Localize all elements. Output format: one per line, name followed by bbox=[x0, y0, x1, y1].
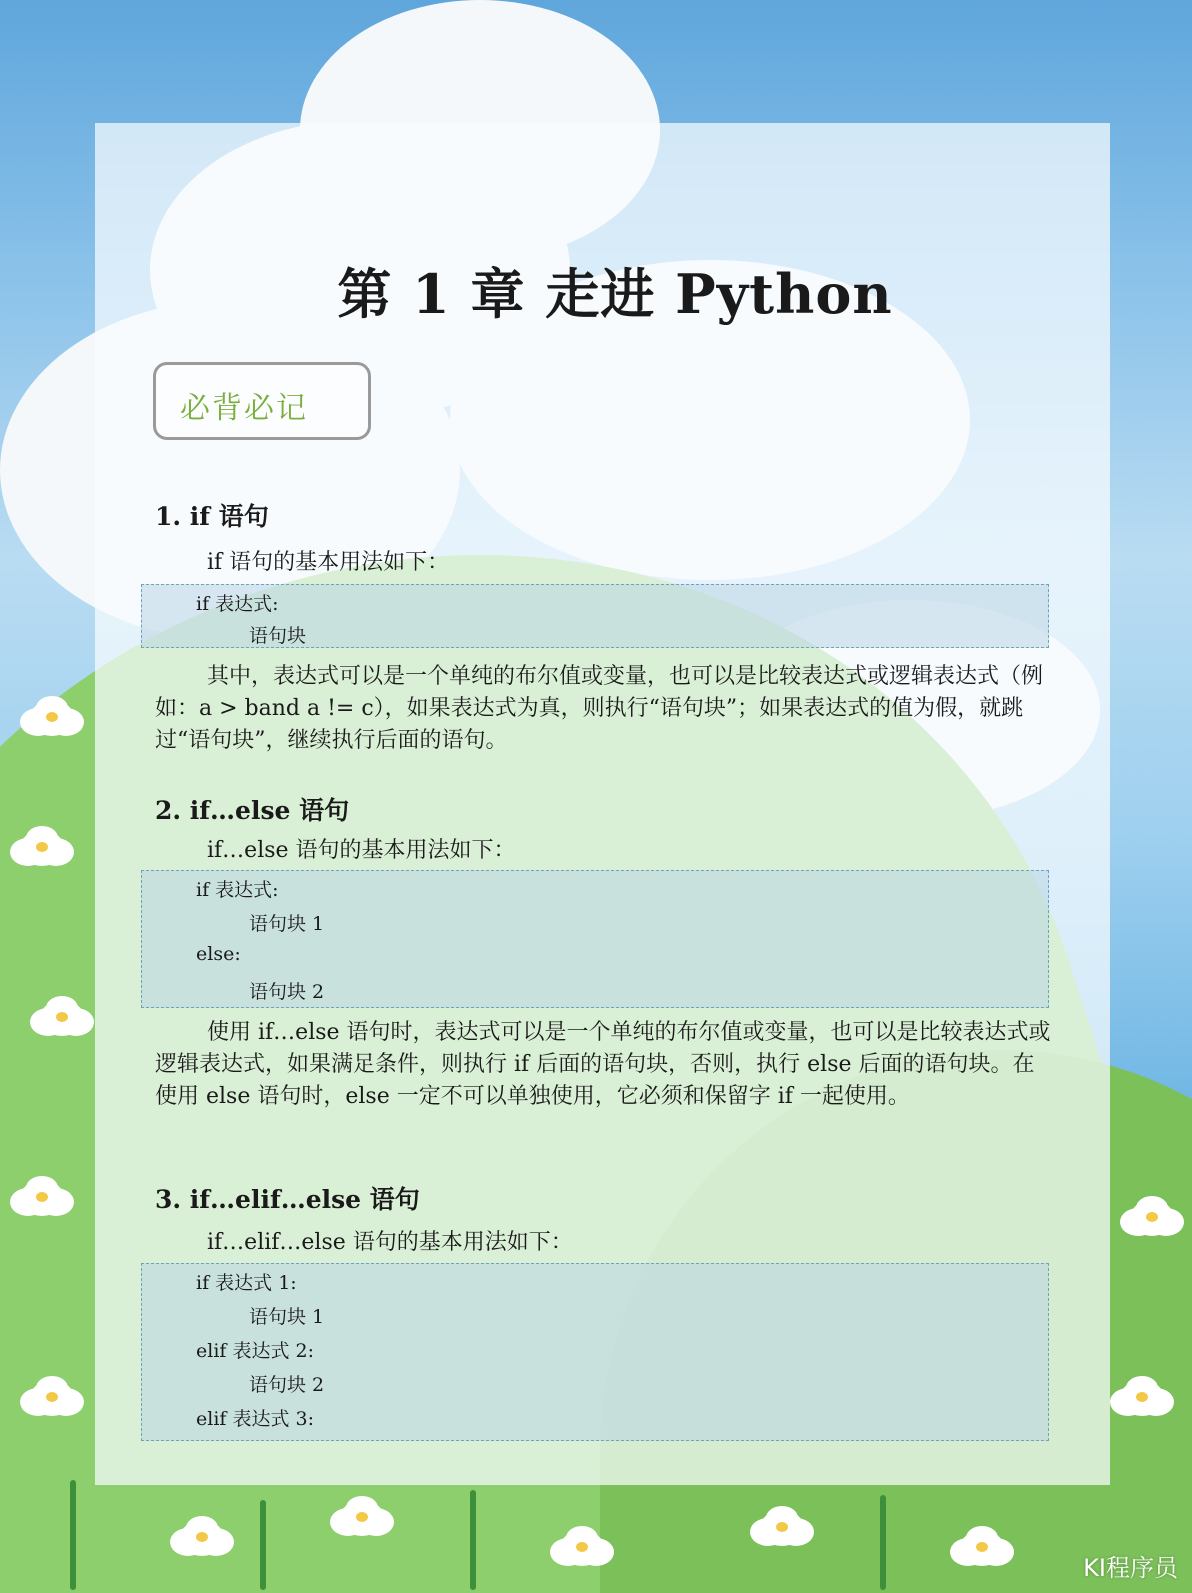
code-line: 语句块 1 bbox=[249, 913, 325, 935]
section-heading-if: 1. if 语句 bbox=[155, 502, 269, 531]
watermark: KI程序员 bbox=[1083, 1554, 1178, 1582]
flower-stem bbox=[260, 1500, 266, 1590]
flower bbox=[180, 1520, 224, 1556]
code-line: elif 表达式 2: bbox=[196, 1340, 314, 1362]
memorize-badge bbox=[153, 362, 371, 440]
section-intro: if…elif…else 语句的基本用法如下： bbox=[207, 1230, 573, 1255]
flower bbox=[20, 1180, 64, 1216]
code-line: if 表达式: bbox=[196, 593, 279, 615]
flower bbox=[960, 1530, 1004, 1566]
code-line: 语句块 bbox=[249, 625, 307, 647]
chapter-title: 第 1 章 走进 Python bbox=[337, 262, 893, 326]
flower bbox=[30, 1380, 74, 1416]
flower-stem bbox=[470, 1490, 476, 1590]
flower bbox=[20, 830, 64, 866]
flower bbox=[1130, 1200, 1174, 1236]
code-line: else: bbox=[196, 943, 241, 965]
code-line: 语句块 2 bbox=[249, 1374, 325, 1396]
code-block bbox=[141, 1263, 1049, 1441]
flower bbox=[560, 1530, 604, 1566]
section-paragraph: 使用 if…else 语句时，表达式可以是一个单纯的布尔值或变量，也可以是比较表达式或逻辑表达式，如果满足条件，则执行 if 后面的语句块，否则，执行 else 后面的语句块。在使用 else 语句时，else 一定不可以单独使用，它必须和保留字 if 一起使用。 bbox=[155, 1020, 1051, 1109]
flower-stem bbox=[880, 1495, 886, 1590]
code-line: 语句块 2 bbox=[249, 981, 325, 1003]
section-intro: if 语句的基本用法如下： bbox=[207, 550, 450, 575]
code-block bbox=[141, 584, 1049, 648]
flower bbox=[1120, 1380, 1164, 1416]
section-intro: if…else 语句的基本用法如下： bbox=[207, 838, 516, 863]
flower bbox=[40, 1000, 84, 1036]
code-line: 语句块 1 bbox=[249, 1306, 325, 1328]
flower bbox=[340, 1500, 384, 1536]
flower bbox=[30, 700, 74, 736]
section-paragraph: 其中，表达式可以是一个单纯的布尔值或变量，也可以是比较表达式或逻辑表达式（例如：a > band a != c），如果表达式为真，则执行“语句块”；如果表达式的值为假，就跳过“语句块”，继续执行后面的语句。 bbox=[155, 664, 1044, 753]
section-heading-if-else: 2. if…else 语句 bbox=[155, 796, 350, 825]
flower-stem bbox=[70, 1480, 76, 1590]
flower bbox=[760, 1510, 804, 1546]
section-heading-if-elif-else: 3. if…elif…else 语句 bbox=[155, 1185, 420, 1214]
code-line: if 表达式 1: bbox=[196, 1272, 297, 1294]
badge-label: 必背必记 bbox=[180, 391, 308, 426]
code-line: if 表达式: bbox=[196, 879, 279, 901]
code-block bbox=[141, 870, 1049, 1008]
code-line: elif 表达式 3: bbox=[196, 1408, 314, 1430]
